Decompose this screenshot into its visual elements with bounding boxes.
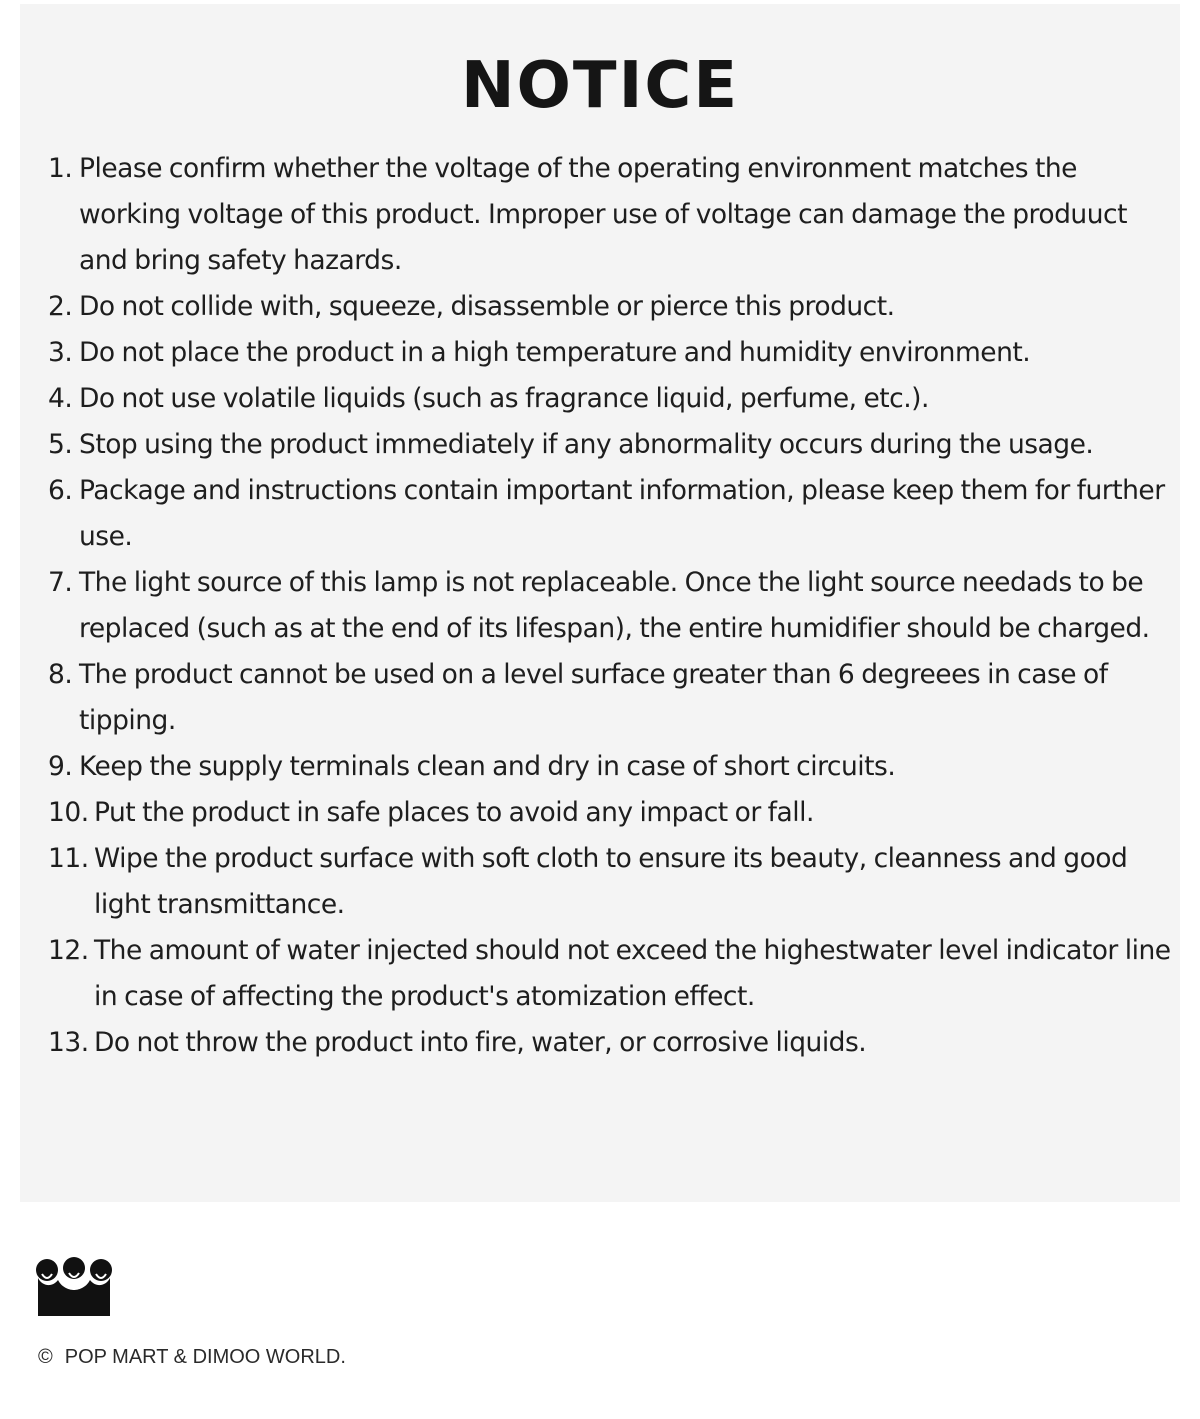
item-number: 7. — [48, 567, 73, 598]
item-text: Do not throw the product into fire, water, or corrosive liquids. — [94, 1027, 867, 1058]
item-number: 10. — [48, 797, 89, 828]
notice-item-11 — [48, 836, 1178, 928]
notice-item-13 — [48, 1020, 1178, 1066]
copyright-text: POP MART & DIMOO WORLD. — [64, 1346, 346, 1368]
notice-item-8 — [48, 652, 1178, 744]
item-text: Do not use volatile liquids (such as fragrance liquid, perfume, etc.). — [79, 383, 929, 414]
item-text: The amount of water injected should not exceed the highestwater level indicator line in case of affecting the product's atomization effect. — [94, 935, 1171, 1012]
notice-item-6 — [48, 468, 1178, 560]
notice-item-1 — [48, 146, 1178, 284]
crown-logo-icon — [34, 1256, 114, 1318]
item-number: 6. — [48, 475, 73, 506]
item-text: Put the product in safe places to avoid any impact or fall. — [94, 797, 814, 828]
item-text: The product cannot be used on a level surface greater than 6 degreees in case of tipping. — [79, 659, 1108, 736]
item-number: 8. — [48, 659, 73, 690]
notice-title: NOTICE — [460, 49, 740, 123]
item-text: Do not collide with, squeeze, disassemble or pierce this product. — [79, 291, 895, 322]
notice-item-5 — [48, 422, 1178, 468]
item-number: 9. — [48, 751, 73, 782]
copyright-symbol: © — [38, 1346, 53, 1368]
item-text: Package and instructions contain important information, please keep them for further use. — [79, 475, 1165, 552]
item-text: Please confirm whether the voltage of the operating environment matches the working voltage of this product. Improper use of voltage can damage the produuct and bring safety hazards. — [79, 153, 1127, 276]
copyright-footer — [38, 1344, 346, 1370]
notice-item-9 — [48, 744, 1178, 790]
notice-item-3 — [48, 330, 1178, 376]
notice-item-10 — [48, 790, 1178, 836]
item-text: The light source of this lamp is not replaceable. Once the light source needads to be replaced (such as at the end of its lifespan), the entire humidifier should be charged. — [79, 567, 1150, 644]
notice-list — [48, 146, 1178, 1066]
notice-item-7 — [48, 560, 1178, 652]
notice-panel — [20, 4, 1180, 1202]
item-number: 1. — [48, 153, 73, 184]
item-number: 11. — [48, 843, 89, 874]
item-text: Do not place the product in a high temperature and humidity environment. — [79, 337, 1031, 368]
notice-item-12 — [48, 928, 1178, 1020]
notice-item-2 — [48, 284, 1178, 330]
item-number: 2. — [48, 291, 73, 322]
item-text: Keep the supply terminals clean and dry in case of short circuits. — [79, 751, 896, 782]
item-number: 13. — [48, 1027, 89, 1058]
item-number: 3. — [48, 337, 73, 368]
item-text: Stop using the product immediately if any abnormality occurs during the usage. — [79, 429, 1094, 460]
item-text: Wipe the product surface with soft cloth to ensure its beauty, cleanness and good light transmittance. — [94, 843, 1128, 920]
item-number: 5. — [48, 429, 73, 460]
item-number: 4. — [48, 383, 73, 414]
item-number: 12. — [48, 935, 89, 966]
notice-item-4 — [48, 376, 1178, 422]
